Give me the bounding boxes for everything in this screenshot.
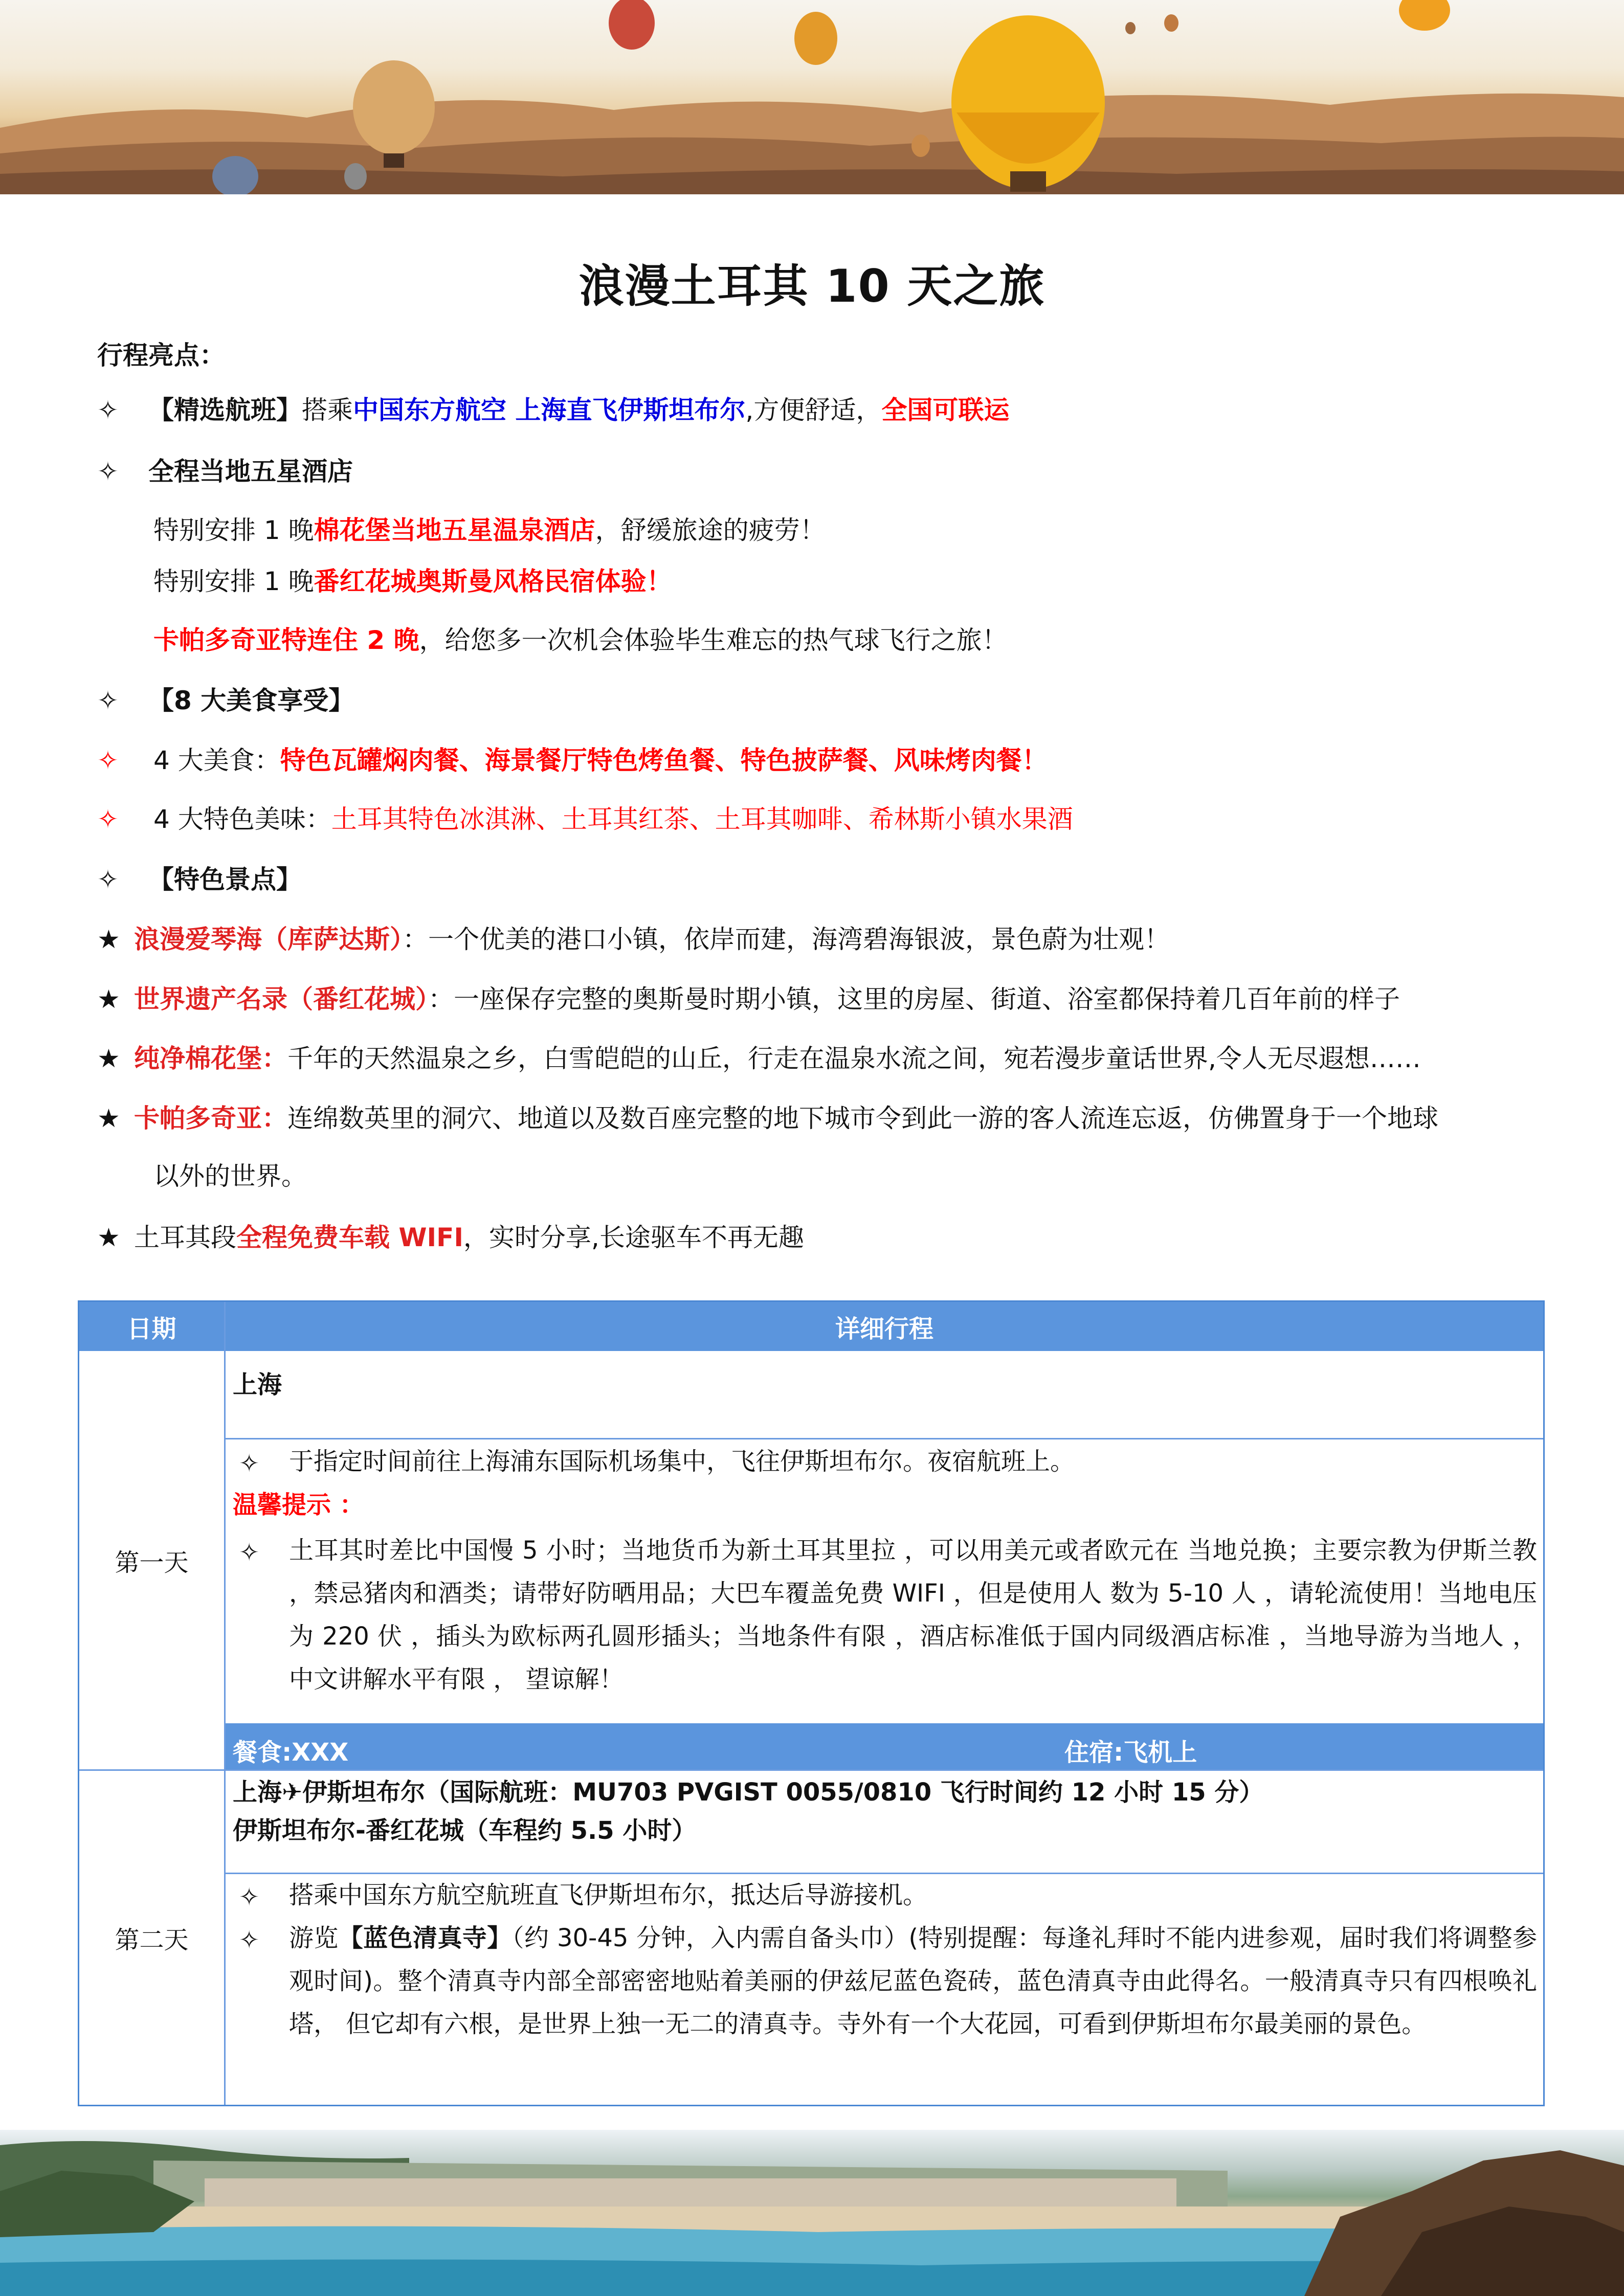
- spot-cappadocia-cont: 以外的世界。: [153, 1161, 307, 1191]
- header-date: 日期: [79, 1302, 224, 1351]
- star-icon: ★: [97, 984, 120, 1014]
- day1-meals: 餐食:XXX: [233, 1738, 349, 1767]
- itinerary-table: [78, 1300, 1545, 2106]
- hotel-line-3: 卡帕多奇亚特连住 2 晚，给您多一次机会体验毕生难忘的热气球飞行之旅！: [153, 625, 1008, 655]
- star-icon: ★: [97, 1223, 120, 1252]
- day2-item2: 游览【蓝色清真寺】（约 30-45 分钟，入内需自备头巾）(特别提醒：每逢礼拜时不能内进参观，届时我们将调整参观时间)。整个清真寺内部全部密密地贴着美丽的伊兹尼蓝色瓷砖，蓝色清真寺由此得名。一般清真寺只有四根唤礼塔， 但它却有六根，是世界上独一无二的清真寺。寺外有一个大花园，可看到伊斯坦布尔最美丽的景色。: [289, 1924, 1537, 2038]
- bottom-banner-image: [0, 2130, 1624, 2296]
- day1-tips-label: 温馨提示 ：: [233, 1491, 364, 1519]
- day2-item1: 搭乘中国东方航空航班直飞伊斯坦布尔，抵达后导游接机。: [289, 1881, 928, 1909]
- day1-item1: 于指定时间前往上海浦东国际机场集中，飞往伊斯坦布尔。夜宿航班上。: [289, 1447, 1075, 1476]
- sparkle-icon: ✧: [97, 395, 119, 425]
- spot-cappadocia: ★ 卡帕多奇亚：连绵数英里的洞穴、地道以及数百座完整的地下城市令到此一游的客人流连忘返，仿佛置身于一个地球: [97, 1102, 1438, 1135]
- top-banner-image: [0, 0, 1624, 194]
- highlights-label: 行程亮点：: [97, 341, 225, 370]
- sparkle-icon: ✧: [239, 1538, 260, 1567]
- highlight-flight: ✧ 【精选航班】搭乘中国东方航空 上海直飞伊斯坦布尔,方便舒适，全国可联运: [97, 394, 1009, 426]
- day1-lodging: 住宿:飞机上: [1064, 1738, 1197, 1767]
- sparkle-icon: ✧: [97, 686, 119, 715]
- day1-label: 第一天: [115, 1548, 189, 1577]
- sparkle-icon: ✧: [239, 1449, 260, 1478]
- star-icon: ★: [97, 925, 120, 954]
- sparkle-icon: ✧: [97, 746, 119, 775]
- sparkle-icon: ✧: [239, 1926, 260, 1954]
- balloon-small-3: [1399, 0, 1450, 31]
- header-detail: 详细行程: [226, 1302, 1543, 1351]
- page-title: 浪漫土耳其 10 天之旅: [579, 260, 1045, 312]
- star-icon: ★: [97, 1044, 120, 1073]
- highlight-food: ✧ 【8 大美食享受】: [97, 684, 354, 717]
- highlight-spots: ✧ 【特色景点】: [97, 863, 302, 896]
- hotel-line-1: 特别安排 1 晚棉花堡当地五星温泉酒店，舒缓旅途的疲劳！: [153, 515, 826, 545]
- star-icon: ★: [97, 1104, 120, 1133]
- hot-air-balloons-scene: [0, 0, 1624, 194]
- day2-route1: 上海✈伊斯坦布尔（国际航班：MU703 PVGIST 0055/0810 飞行时间约 12 小时 15 分）: [233, 1778, 1264, 1807]
- balloon-small-1: [609, 0, 655, 50]
- spot-aegean: ★ 浪漫爱琴海（库萨达斯）：一个优美的港口小镇，依岸而建，海湾碧海银波，景色蔚为壮观！: [97, 923, 1170, 956]
- spot-wifi: ★ 土耳其段全程免费车载 WIFI，实时分享,长途驱车不再无趣: [97, 1221, 804, 1254]
- food-line-1: ✧ 4 大美食：特色瓦罐焖肉餐、海景餐厅特色烤鱼餐、特色披萨餐、风味烤肉餐！: [97, 744, 1048, 777]
- day1-tips: 土耳其时差比中国慢 5 小时；当地货币为新土耳其里拉 ，可以用美元或者欧元在 当地兑换；主要宗教为伊斯兰教 ，禁忌猪肉和酒类；请带好防晒用品；大巴车覆盖免费 WIFI ，但是使用人 数为 5-10 人 ，请轮流使用！当地电压为 220 伏 ，插头为欧标两孔圆形插头；当地条件有限 ，酒店标准低于国内同级酒店标准 ，当地导游为当地人 ， 中文讲解水平有限 ， 望谅解！: [289, 1536, 1537, 1694]
- day1-meal-row: [226, 1723, 1543, 1769]
- sparkle-icon: ✧: [239, 1883, 260, 1911]
- balloon-small-2: [794, 12, 837, 65]
- sparkle-icon: ✧: [97, 865, 119, 894]
- beach-scene: [0, 2130, 1624, 2296]
- spot-pamukkale: ★ 纯净棉花堡：千年的天然温泉之乡，白雪皑皑的山丘，行走在温泉水流之间，宛若漫步童话世界,令人无尽遐想……: [97, 1042, 1421, 1075]
- food-line-2: ✧ 4 大特色美味：土耳其特色冰淇淋、土耳其红茶、土耳其咖啡、希林斯小镇水果酒: [97, 803, 1073, 836]
- day2-label: 第二天: [115, 1926, 189, 1954]
- day1-city: 上海: [233, 1370, 282, 1399]
- highlight-hotel: ✧ 全程当地五星酒店: [97, 455, 353, 488]
- spot-safranbolu: ★ 世界遗产名录（番红花城）：一座保存完整的奥斯曼时期小镇，这里的房屋、街道、浴室都保持着几百年前的样子: [97, 983, 1400, 1016]
- sparkle-icon: ✧: [97, 804, 119, 834]
- sparkle-icon: ✧: [97, 457, 119, 486]
- hotel-line-2: 特别安排 1 晚番红花城奥斯曼风格民宿体验！: [153, 567, 672, 596]
- day2-route2: 伊斯坦布尔-番红花城（车程约 5.5 小时）: [233, 1816, 697, 1845]
